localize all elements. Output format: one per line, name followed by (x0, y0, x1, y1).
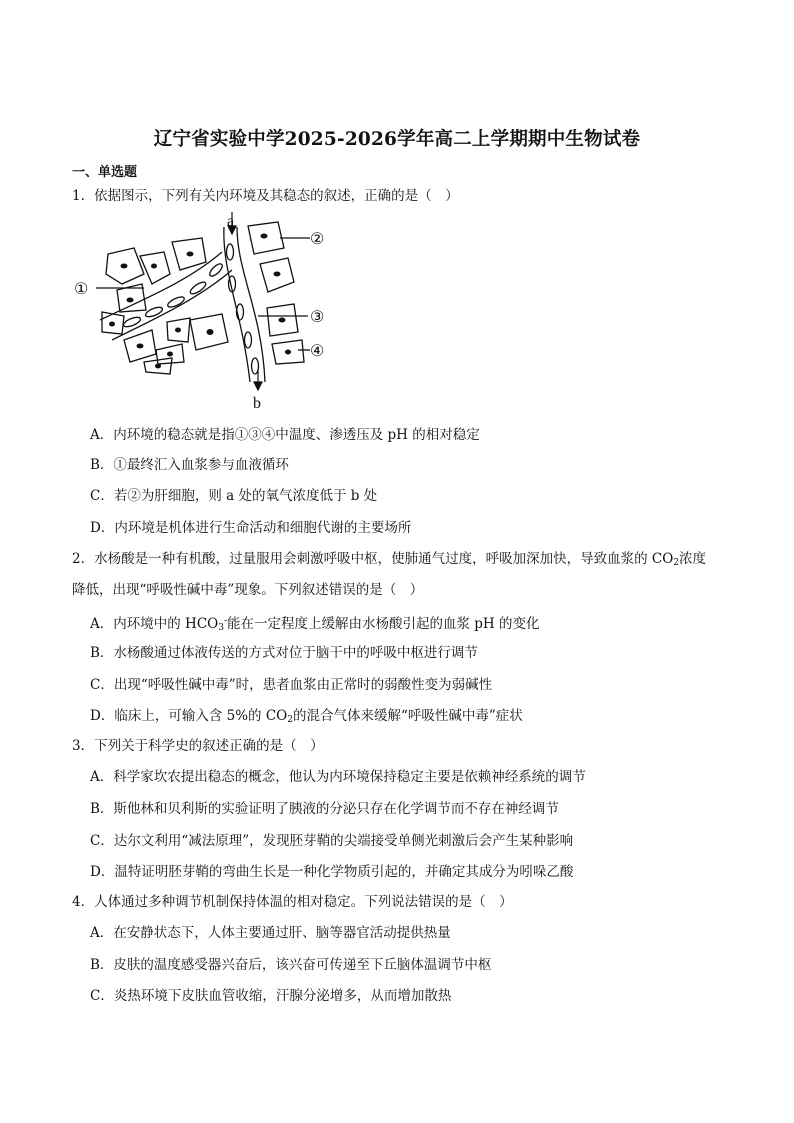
label-b: b (253, 395, 261, 412)
label-a: a (227, 213, 235, 230)
q2-option-d[interactable]: D．临床上，可输入含 5%的 $CO_2$的混合气体来缓解“呼吸性碱中毒”症状 (90, 708, 523, 725)
tissue-diagram (72, 212, 342, 412)
q1-option-b[interactable]: B．①最终汇入血浆参与血液循环 (90, 457, 289, 473)
question-4-stem: 4．人体通过多种调节机制保持体温的相对稳定。下列说法错误的是（ ） (72, 894, 513, 910)
question-1-stem: 1．依据图示，下列有关内环境及其稳态的叙述，正确的是（ ） (72, 188, 459, 204)
section-heading: 一、单选题 (72, 165, 138, 180)
q2-option-c[interactable]: C．出现“呼吸性碱中毒”时，患者血浆由正常时的弱酸性变为弱碱性 (90, 677, 493, 693)
q2-option-a[interactable]: A．内环境中的 $HCO_3^-$能在一定程度上缓解由水杨酸引起的血浆 pH 的变化 (90, 616, 540, 633)
q3-option-c[interactable]: C．达尔文利用“减法原理”，发现胚芽鞘的尖端接受单侧光刺激后会产生某种影响 (90, 833, 574, 849)
label-1: ① (74, 281, 89, 298)
q1-option-d[interactable]: D．内环境是机体进行生命活动和细胞代谢的主要场所 (90, 520, 412, 536)
q3-option-a[interactable]: A．科学家坎农提出稳态的概念，他认为内环境保持稳定主要是依赖神经系统的调节 (90, 769, 586, 785)
label-2: ② (310, 231, 325, 248)
label-3: ③ (310, 309, 325, 326)
q4-option-a[interactable]: A．在安静状态下，人体主要通过肝、脑等器官活动提供热量 (90, 925, 451, 941)
question-3-stem: 3．下列关于科学史的叙述正确的是（ ） (72, 738, 324, 754)
q4-option-c[interactable]: C．炎热环境下皮肤血管收缩，汗腺分泌增多，从而增加散热 (90, 988, 452, 1004)
page-title: 辽宁省实验中学2025-2026学年高二上学期期中生物试卷 (153, 129, 641, 150)
q1-option-c[interactable]: C．若②为肝细胞，则 a 处的氧气浓度低于 b 处 (90, 488, 378, 504)
q3-option-b[interactable]: B．斯他林和贝利斯的实验证明了胰液的分泌只存在化学调节而不存在神经调节 (90, 801, 559, 817)
q2-option-b[interactable]: B．水杨酸通过体液传送的方式对位于脑干中的呼吸中枢进行调节 (90, 645, 478, 661)
label-4: ④ (310, 343, 325, 360)
q4-option-b[interactable]: B．皮肤的温度感受器兴奋后，该兴奋可传递至下丘脑体温调节中枢 (90, 957, 492, 973)
q1-option-a[interactable]: A．内环境的稳态就是指①③④中温度、渗透压及 pH 的相对稳定 (90, 427, 480, 443)
question-2-stem-line2: 降低，出现“呼吸性碱中毒”现象。下列叙述错误的是（ ） (72, 582, 424, 598)
question-2-stem-line1: 2．水杨酸是一种有机酸，过量服用会刺激呼吸中枢，使肺通气过度，呼吸加深加快，导致血浆的 $CO_2$浓度 (72, 551, 707, 568)
q3-option-d[interactable]: D．温特证明胚芽鞘的弯曲生长是一种化学物质引起的，并确定其成分为吲哚乙酸 (90, 864, 574, 880)
